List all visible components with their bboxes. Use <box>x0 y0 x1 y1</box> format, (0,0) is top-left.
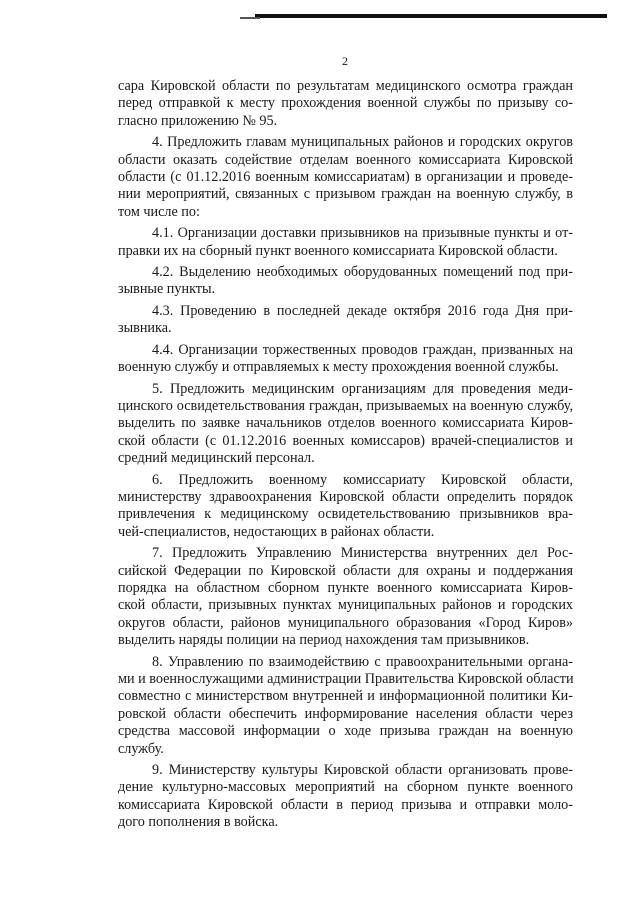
text-line: средний медицинский персонал. <box>118 450 315 467</box>
text-line: сийской Федерации по Кировской области для охраны и поддержания <box>118 562 573 579</box>
text-line: совместно с министерством внутренней и информационной политики Ки- <box>118 688 573 705</box>
text-line: 4.2. Выделению необходимых оборудованных помещений под при- <box>152 264 573 281</box>
text-line: ской области, призывных пунктах муниципальных районов и городских <box>118 597 573 614</box>
text-line: 4.4. Организации торжественных проводов граждан, призванных на <box>152 341 573 358</box>
text-line: правки их на сборный пункт военного комиссариата Кировской области. <box>118 242 558 259</box>
scan-edge-mark <box>240 17 260 19</box>
text-line: военную службу и отправляемых к месту прохождения военной службы. <box>118 359 559 376</box>
text-line: области (с 01.12.2016 военным комиссариатам) в организации и проведе- <box>118 169 573 186</box>
text-line: комиссариата Кировской области в период призыва и отправки моло- <box>118 796 573 813</box>
text-line: 6. Предложить военному комиссариату Кировской области, <box>152 471 573 488</box>
paragraph-item-6 <box>118 472 573 542</box>
scan-edge-bar <box>255 14 607 18</box>
text-line: средства массовой информации о ходе призыва граждан на военную <box>118 723 573 740</box>
text-line: гласно приложению № 95. <box>118 112 278 129</box>
paragraph-item-4 <box>118 134 573 221</box>
text-line: 5. Предложить медицинским организациям для проведения меди- <box>152 380 573 397</box>
paragraph-item-7 <box>118 545 573 649</box>
text-line: министерству здравоохранения Кировской области определить порядок <box>118 488 573 505</box>
text-line: службу. <box>118 740 164 757</box>
paragraph-item-4-4 <box>118 342 573 377</box>
paragraph-item-4-2 <box>118 264 573 299</box>
text-line: цинского освидетельствования граждан, призываемых на военную службу, <box>118 397 573 414</box>
paragraph-item-9 <box>118 762 573 832</box>
paragraph-continuation <box>118 78 573 130</box>
text-line: том числе по: <box>118 203 200 220</box>
text-line: 4.3. Проведению в последней декаде октября 2016 года Дня при- <box>152 302 573 319</box>
text-line: 4. Предложить главам муниципальных районов и городских округов <box>152 134 573 151</box>
text-line: дение культурно-массовых мероприятий на сборном пункте военного <box>118 779 573 796</box>
text-line: выделить наряды полиции на период нахождения там призывников. <box>118 632 530 649</box>
text-line: нии мероприятий, связанных с призывом граждан на военную службу, в <box>118 186 573 203</box>
text-line: ми и военнослужащими администрации Правительства Кировской области <box>118 671 574 687</box>
text-line: чей-специалистов, недостающих в районах области. <box>118 523 435 540</box>
paragraph-item-4-3 <box>118 303 573 338</box>
page-number: 2 <box>342 54 348 68</box>
text-line: ской области (с 01.12.2016 военных комиссаров) врачей-специалистов и <box>118 432 573 449</box>
text-line: сара Кировской области по результатам медицинского осмотра граждан <box>118 78 573 94</box>
text-line: области оказать содействие отделам военного комиссариата Кировской <box>118 151 573 168</box>
text-line: 4.1. Организации доставки призывников на призывные пункты и от- <box>152 225 573 242</box>
text-line: порядка на областном сборном пункте военного комиссариата Киров- <box>118 579 573 596</box>
text-line: ровской области обеспечить информирование населения области через <box>118 705 573 722</box>
text-line: дого пополнения в войска. <box>118 814 279 831</box>
paragraph-item-4-1 <box>118 225 573 260</box>
text-line: выделить по заявке начальников отделов военного комиссариата Киров- <box>118 415 573 432</box>
text-line: зывные пункты. <box>118 281 216 298</box>
text-line: перед отправкой к месту прохождения военной службы по призыву со- <box>118 95 573 112</box>
text-line: зывника. <box>118 320 172 337</box>
text-line: 8. Управлению по взаимодействию с правоохранительными органа- <box>152 653 573 670</box>
text-line: 7. Предложить Управлению Министерства внутренних дел Рос- <box>152 545 573 562</box>
document-body <box>118 78 573 836</box>
paragraph-item-5 <box>118 381 573 468</box>
text-line: 9. Министерству культуры Кировской области организовать прове- <box>152 762 573 779</box>
paragraph-item-8 <box>118 654 573 758</box>
text-line: привлечения к медицинскому освидетельствованию призывников вра- <box>118 506 573 523</box>
text-line: округов области, районов муниципального образования «Город Киров» <box>118 614 573 631</box>
